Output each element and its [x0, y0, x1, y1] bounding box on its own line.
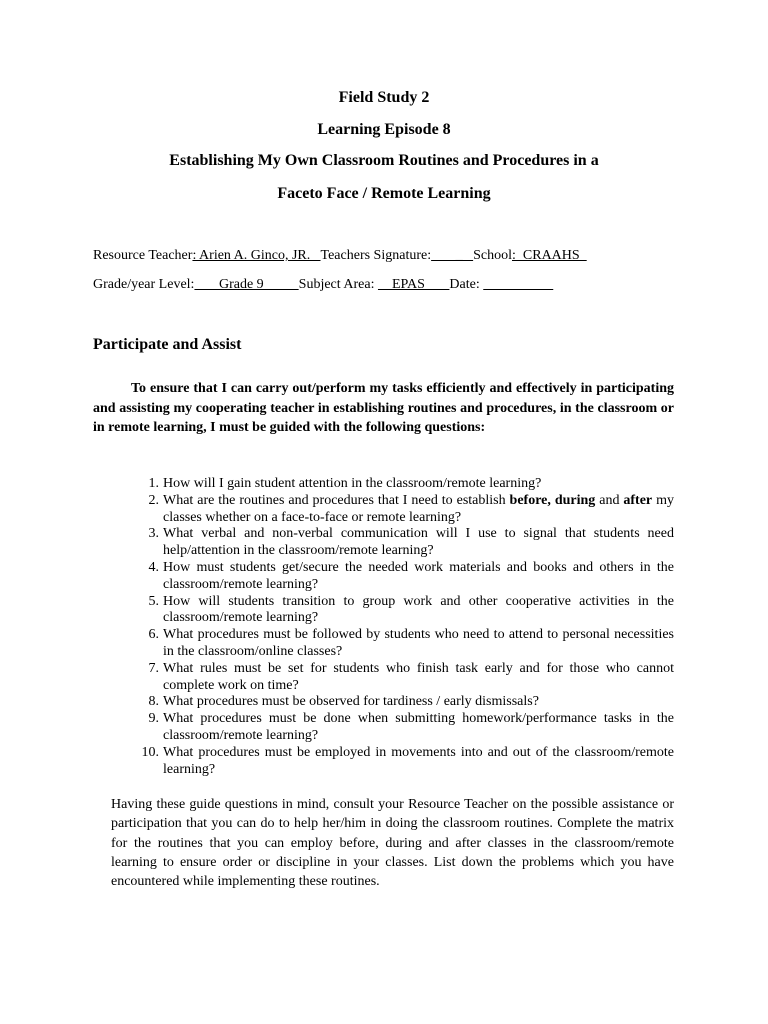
- list-item: [148, 476, 674, 493]
- guide-questions-list: [141, 476, 674, 778]
- intro-paragraph: To ensure that I can carry out/perform my tasks efficiently and effectively in participating and assisting my cooperating teacher in establishing routines and procedures, in the classroom or in remote learning, I must be guided with the following questions:: [93, 381, 674, 435]
- section-heading: Participate and Assist: [93, 336, 242, 353]
- episode-subtitle-line2: Faceto Face / Remote Learning: [277, 185, 491, 202]
- question-text: What rules must be set for students who finish task early and for those who cannot complete work on time?: [163, 660, 674, 693]
- list-number: 5.: [148, 593, 159, 609]
- subject-value: EPAS: [377, 277, 450, 292]
- resource-teacher-label: Resource Teacher: [93, 248, 193, 263]
- question-text-mid: and: [595, 492, 624, 508]
- list-item: [148, 593, 674, 628]
- question-text-end: my classes whether on a face-to-face or remote learning?: [163, 492, 674, 525]
- list-item: [148, 711, 674, 745]
- list-number: 4.: [148, 559, 159, 575]
- question-text: What procedures must be observed for tardiness / early dismissals?: [163, 694, 539, 710]
- list-number: 9.: [148, 711, 159, 727]
- info-row-teacher: [93, 247, 587, 265]
- episode-title: Learning Episode 8: [317, 121, 451, 138]
- resource-teacher-value: : Arien A. Ginco, JR.: [192, 248, 321, 263]
- list-number: 8.: [148, 694, 159, 710]
- list-item: [148, 526, 674, 560]
- list-number: 6.: [148, 627, 159, 643]
- list-number: 2.: [148, 492, 159, 508]
- question-text: How will I gain student attention in the classroom/remote learning?: [163, 476, 542, 491]
- question-text: What procedures must be done when submitting homework/performance tasks in the classroom/remote learning?: [163, 711, 674, 743]
- grade-label: Grade/year Level:: [93, 277, 195, 292]
- list-item: [148, 492, 674, 527]
- list-item: [148, 627, 674, 661]
- question-text-start: What are the routines and procedures that I need to establish: [163, 492, 510, 508]
- subject-label: Subject Area:: [298, 277, 378, 292]
- list-item: [141, 744, 674, 779]
- episode-subtitle-line1: Establishing My Own Classroom Routines and Procedures in a: [169, 152, 599, 169]
- signature-label: Teachers Signature:: [320, 248, 432, 263]
- info-row-grade: [93, 276, 553, 294]
- date-value: [483, 277, 553, 292]
- question-text: What verbal and non-verbal communication will I use to signal that students need help/attention in the classroom/remote learning?: [163, 526, 674, 559]
- emphasis-after: after: [623, 492, 653, 508]
- list-item: [148, 660, 674, 695]
- signature-value: _: [431, 248, 474, 263]
- emphasis-before-during: before, during: [509, 492, 596, 508]
- course-title: Field Study 2: [338, 89, 430, 106]
- question-text: How must students get/secure the needed work materials and books and others in the classroom/remote learning?: [163, 559, 674, 592]
- closing-paragraph: Having these guide questions in mind, consult your Resource Teacher on the possible assistance or participation that you can do to help her/him in doing the classroom routines. Complete the matrix for the routines that you can employ before, during and after classes in the classroom/remote learning to ensure order or discipline in your classes. List down the problems which you have encountered while implementing these routines.: [111, 797, 674, 890]
- list-item: [148, 694, 674, 711]
- list-number: 10.: [141, 744, 159, 760]
- list-item: [148, 559, 674, 594]
- grade-value: Grade 9: [194, 277, 299, 292]
- date-label: Date:: [449, 277, 484, 292]
- list-number: 1.: [148, 476, 159, 491]
- question-text: What procedures must be employed in movements into and out of the classroom/remote learning?: [163, 744, 674, 777]
- question-text: What procedures must be followed by students who need to attend to personal necessities in the classroom/online classes?: [163, 627, 674, 659]
- list-number: 3.: [148, 526, 159, 542]
- list-number: 7.: [148, 660, 159, 676]
- school-label: School: [473, 248, 512, 263]
- school-value: : CRAAHS: [512, 248, 587, 263]
- question-text: How will students transition to group work and other cooperative activities in the classroom/remote learning?: [163, 593, 674, 626]
